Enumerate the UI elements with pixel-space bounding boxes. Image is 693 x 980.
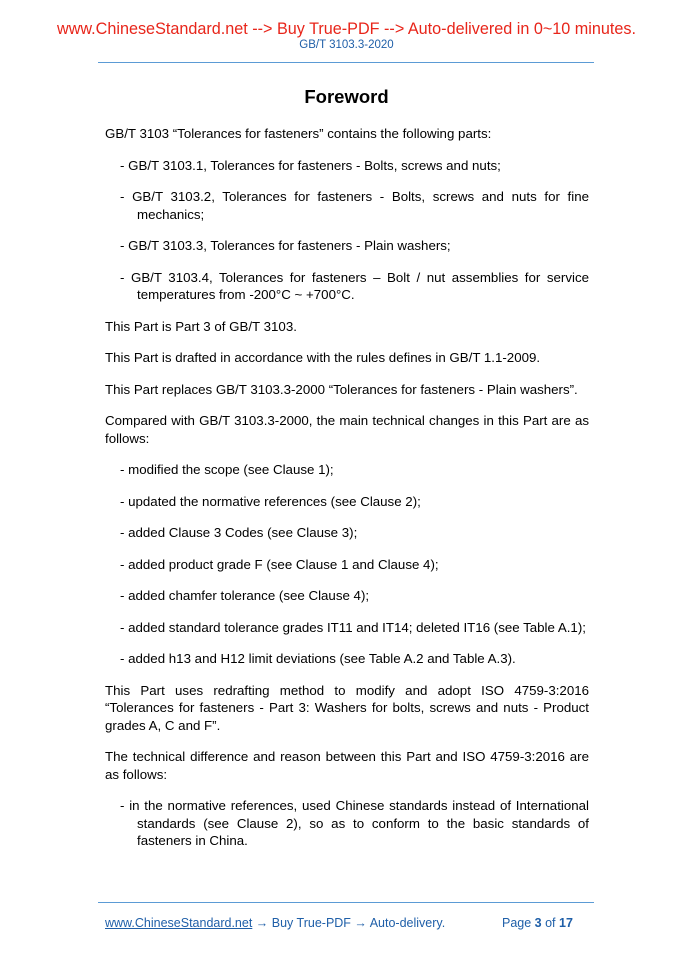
list-item-change-3: - added Clause 3 Codes (see Clause 3);	[120, 525, 358, 540]
list-item-part-4: - GB/T 3103.4, Tolerances for fasteners – Bolt / nut assemblies for service temperatures from -200°C ~ +700°C.	[120, 269, 589, 302]
intro-paragraph: GB/T 3103 “Tolerances for fasteners” contains the following parts:	[105, 126, 492, 141]
page-indicator	[502, 916, 573, 931]
list-item-change-1: - modified the scope (see Clause 1);	[120, 462, 334, 477]
part-of-paragraph: This Part is Part 3 of GB/T 3103.	[105, 318, 297, 334]
document-body	[105, 125, 589, 864]
footer-links	[105, 916, 445, 931]
replaces-paragraph: This Part replaces GB/T 3103.3-2000 “Tolerances for fasteners - Plain washers”.	[105, 381, 578, 397]
page-label: Page	[502, 916, 535, 930]
list-item-change-7: - added h13 and H12 limit deviations (see Table A.2 and Table A.3).	[120, 651, 516, 666]
changes-intro-paragraph: Compared with GB/T 3103.3-2000, the main technical changes in this Part are as follows:	[105, 413, 589, 446]
list-item-part-3: - GB/T 3103.3, Tolerances for fasteners - Plain washers;	[120, 238, 451, 253]
difference-intro-paragraph: The technical difference and reason between this Part and ISO 4759-3:2016 are as follows:	[105, 749, 589, 782]
footer-divider	[98, 902, 594, 903]
list-item-change-5: - added chamfer tolerance (see Clause 4);	[120, 588, 370, 603]
list-item-change-2: - updated the normative references (see Clause 2);	[120, 493, 421, 509]
page-number: 3	[534, 916, 542, 930]
list-item-part-1: - GB/T 3103.1, Tolerances for fasteners - Bolts, screws and nuts;	[120, 157, 501, 173]
header-banner[interactable]: www.ChineseStandard.net --> Buy True-PDF --> Auto-delivered in 0~10 minutes.	[57, 20, 636, 38]
page-title: Foreword	[304, 86, 389, 107]
of-label: of	[541, 916, 559, 930]
list-item-part-2: - GB/T 3103.2, Tolerances for fasteners - Bolts, screws and nuts for fine mechanics;	[120, 189, 589, 222]
footer-delivery-text: → Buy True-PDF → Auto-delivery.	[252, 916, 446, 930]
adoption-paragraph: This Part uses redrafting method to modify and adopt ISO 4759-3:2016 “Tolerances for fasteners - Part 3: Washers for bolts, screws and nuts - Product grades A, C and F”.	[105, 682, 589, 733]
standard-id: GB/T 3103.3-2020	[299, 39, 394, 51]
list-item-change-4: - added product grade F (see Clause 1 and Clause 4);	[120, 556, 439, 572]
total-pages: 17	[559, 916, 573, 930]
header-divider	[98, 62, 594, 63]
footer-site-link[interactable]: www.ChineseStandard.net	[105, 916, 253, 930]
list-item-difference-1: - in the normative references, used Chinese standards instead of International standards (see Clause 2), so as to conform to the basic standards of fasteners in China.	[120, 798, 589, 848]
drafted-paragraph: This Part is drafted in accordance with the rules defines in GB/T 1.1-2009.	[105, 350, 541, 365]
list-item-change-6: - added standard tolerance grades IT11 and IT14; deleted IT16 (see Table A.1);	[120, 619, 586, 635]
